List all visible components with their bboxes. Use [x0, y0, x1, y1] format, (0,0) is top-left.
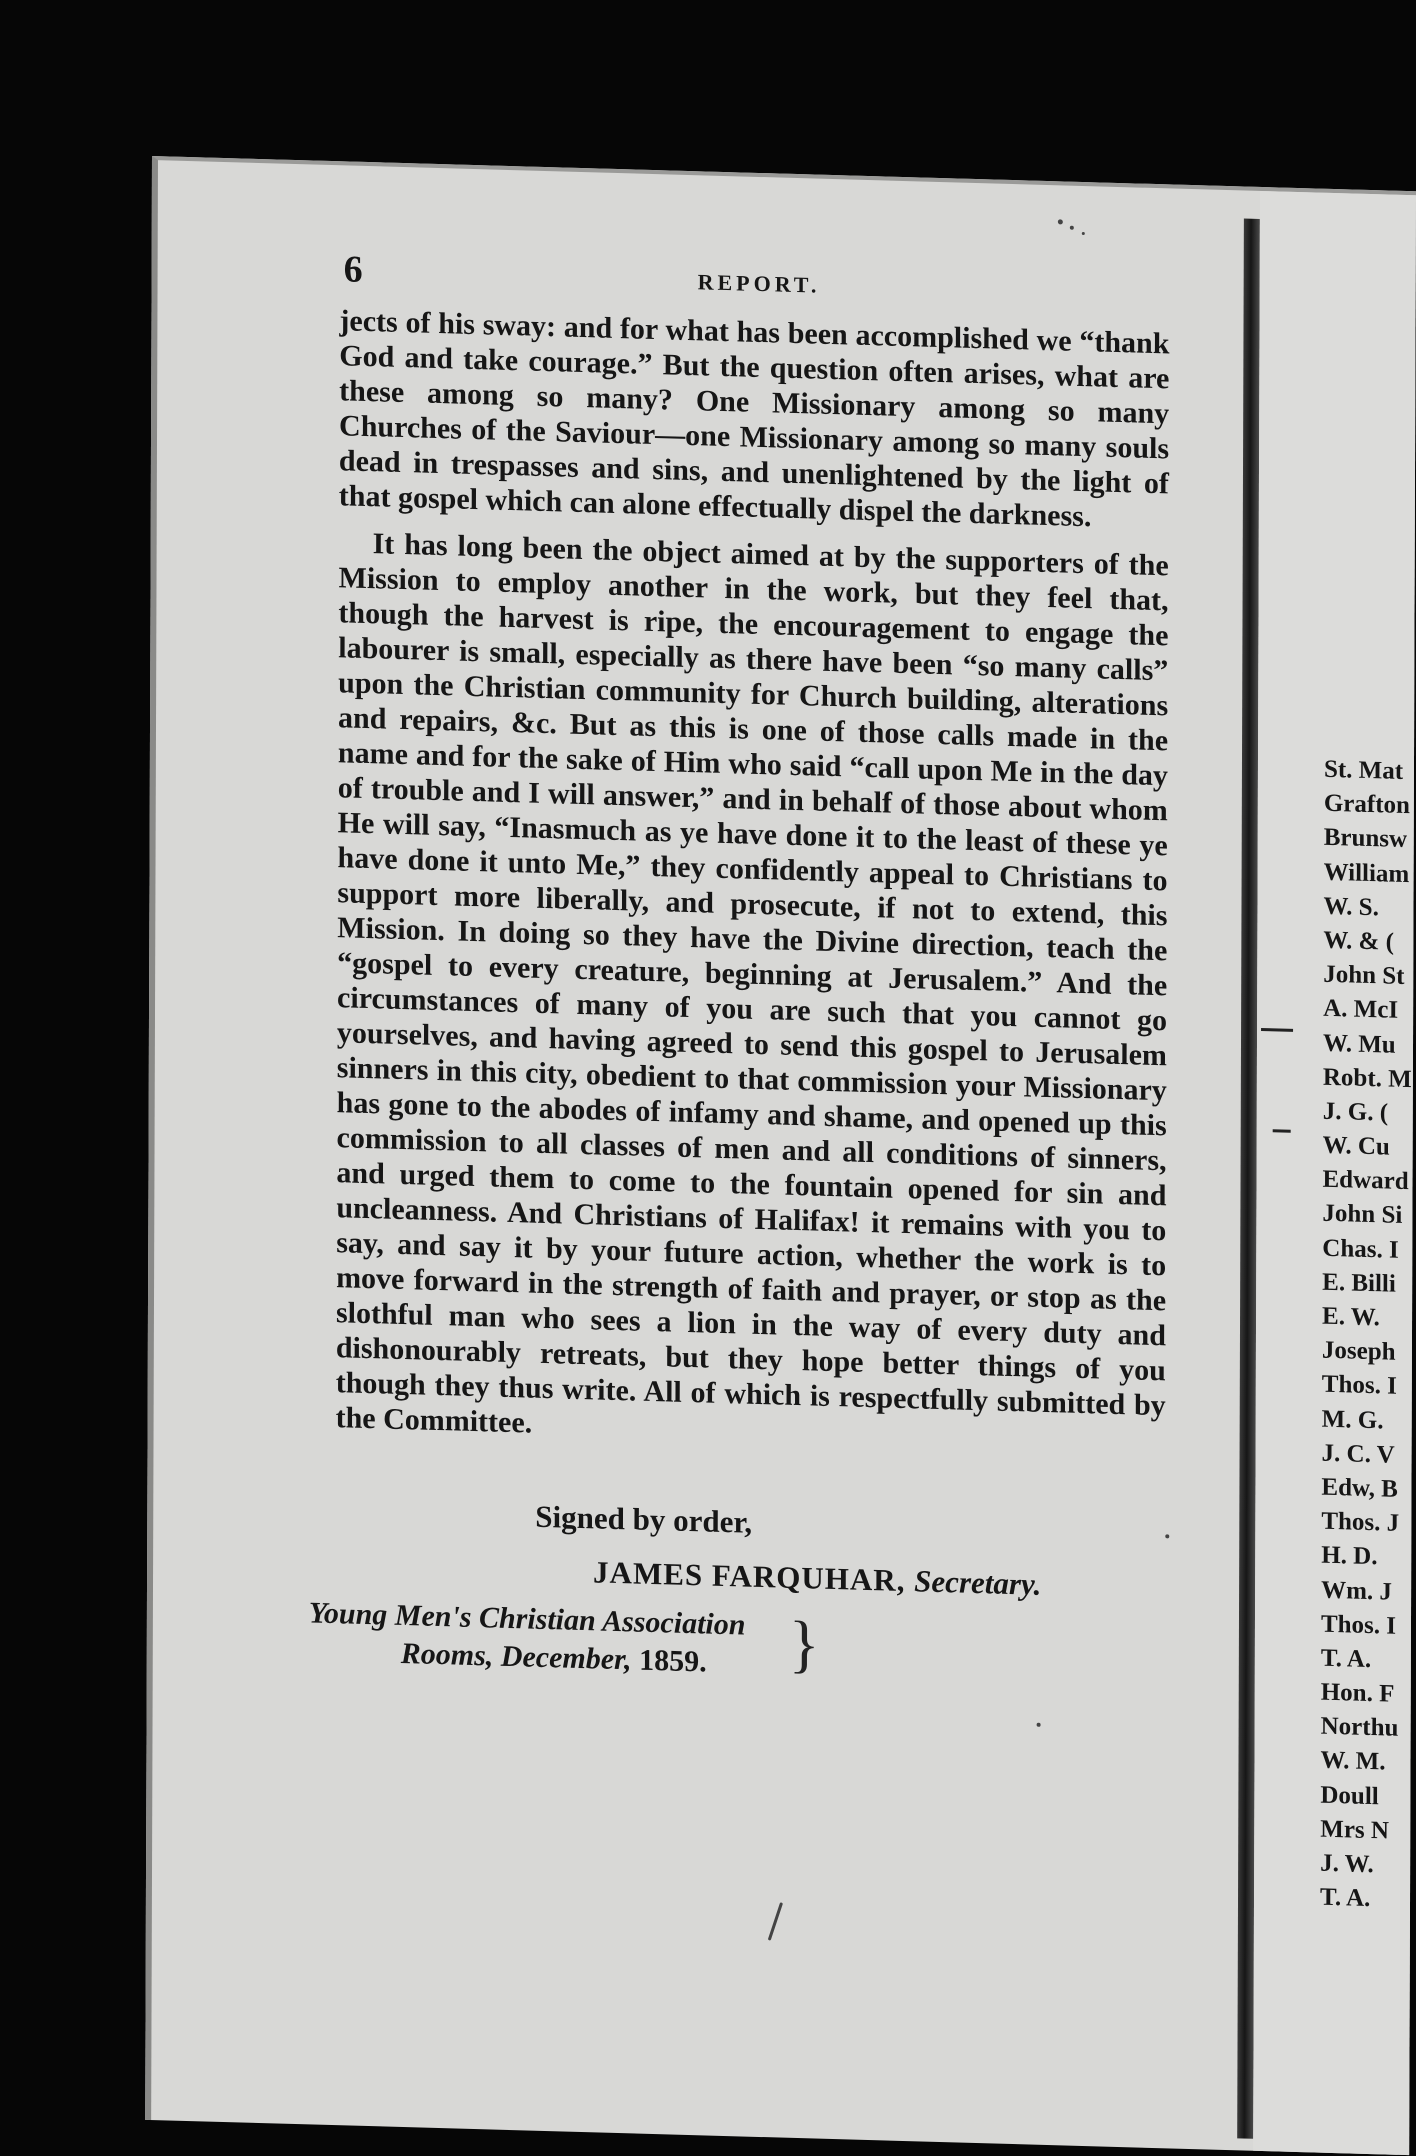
- list-item: W. Cu: [1322, 1131, 1390, 1161]
- address-line-1: Young Men's Christian Association: [308, 1596, 746, 1642]
- list-item: Hon. F: [1320, 1678, 1395, 1708]
- list-item: St. Mat: [1323, 755, 1404, 785]
- margin-dash-mark: [1261, 1028, 1293, 1032]
- list-item: J. W.: [1320, 1849, 1374, 1879]
- paragraph-2: It has long been the object aimed at by the supporters of the Mission to employ another in the work, but they feel that, though the harvest is ripe, the encouragement to engage the labourer is small, especially as there have been “so many calls” upon the Christian community for Church building, alterations and repairs, &c. But as this is one of those calls made in the name and for the sake of Him who said “call upon Me in the day of trouble and I will answer,” and in behalf of those about whom He will say, “Inasmuch as ye have done it to the least of these ye have done it unto Me,” they confidently appeal to Christians to support more liberally, and prosecute, if not to extend, this Mission. In doing so they have the Divine direction, teach the “gospel to every creature, beginning at Jerusalem.” And the circumstances of many of you are such that you cannot go yourselves, and having agreed to send this gospel to Jerusalem sinners in this city, obedient to that commission your Missionary has gone to the abodes of infamy and shame, and opened up this commission to all classes of men and all conditions of sinners, and urged them to come to the fountain opened for sin and uncleanness. And Christians of Halifax! it remains with you to say, and say it by your future action, whether the work is to move forward in the strength of faith and prayer, or stop as the slothful man who sees a lion in the way of every duty and dishonourably retreats, but they hope better things of you though they thus write. All of which is respectfully submitted by the Committee.: [335, 527, 1169, 1440]
- paragraph-1: jects of his sway: and for what has been accomplished we “thank God and take courage.” But the question often arises, what are these among so many? One Missionary among so many Churches of the Saviour—one Missionary among so many souls dead in trespasses and sins, and unenlightened by the light of that gospel which can alone effectually dispel the darkness.: [338, 304, 1170, 534]
- list-item: A. McI: [1323, 995, 1399, 1025]
- list-item: W. S.: [1323, 892, 1379, 922]
- page-number: 6: [343, 248, 363, 291]
- list-item: E. W.: [1322, 1302, 1380, 1332]
- list-item: E. Billi: [1322, 1268, 1396, 1298]
- list-item: John St: [1323, 960, 1405, 991]
- secretary-name: JAMES FARQUHAR,: [593, 1554, 906, 1599]
- address-rooms: Rooms, December,: [400, 1636, 632, 1677]
- running-head: REPORT.: [697, 269, 821, 298]
- address-block: [309, 1594, 746, 1682]
- list-item: T. A.: [1319, 1883, 1371, 1913]
- list-item: W. Mu: [1322, 1029, 1396, 1059]
- list-item: Thos. I: [1321, 1371, 1397, 1401]
- list-item: Thos. J: [1321, 1507, 1400, 1537]
- margin-dash-mark: [1273, 1129, 1291, 1133]
- report-body: [336, 303, 1170, 1470]
- list-item: John Si: [1322, 1200, 1403, 1230]
- list-item: Edw, B: [1321, 1473, 1398, 1503]
- list-item: M. G.: [1321, 1405, 1384, 1434]
- signature-line: [593, 1554, 1041, 1603]
- list-item: Joseph: [1321, 1336, 1396, 1366]
- list-item: Wm. J: [1321, 1576, 1392, 1606]
- list-item: H. D.: [1321, 1541, 1378, 1571]
- list-item: Grafton: [1323, 789, 1411, 820]
- list-item: W. M.: [1320, 1747, 1386, 1776]
- list-item: Mrs N: [1320, 1815, 1390, 1845]
- list-item: T. A.: [1320, 1644, 1372, 1673]
- address-year: 1859.: [639, 1643, 707, 1679]
- list-item: Chas. I: [1322, 1234, 1399, 1264]
- list-item: J. G. (: [1322, 1097, 1389, 1127]
- list-item: Doull: [1320, 1781, 1379, 1810]
- list-item: J. C. V: [1321, 1439, 1395, 1469]
- list-item: Edward: [1322, 1165, 1409, 1196]
- list-item: Brunsw: [1323, 824, 1408, 854]
- list-item: Thos. I: [1320, 1610, 1397, 1640]
- secretary-title: Secretary.: [914, 1563, 1042, 1602]
- list-item: Northu: [1320, 1712, 1399, 1743]
- right-page-list: [1320, 753, 1416, 1919]
- list-item: Robt. M: [1322, 1063, 1412, 1093]
- list-item: W. & (: [1323, 926, 1395, 956]
- brace-glyph: }: [788, 1607, 820, 1680]
- signed-by-line: Signed by order,: [535, 1498, 753, 1540]
- list-item: William: [1323, 858, 1410, 888]
- left-page: [151, 160, 1244, 2150]
- page-header: [158, 242, 1244, 312]
- book-page: [145, 156, 1416, 2155]
